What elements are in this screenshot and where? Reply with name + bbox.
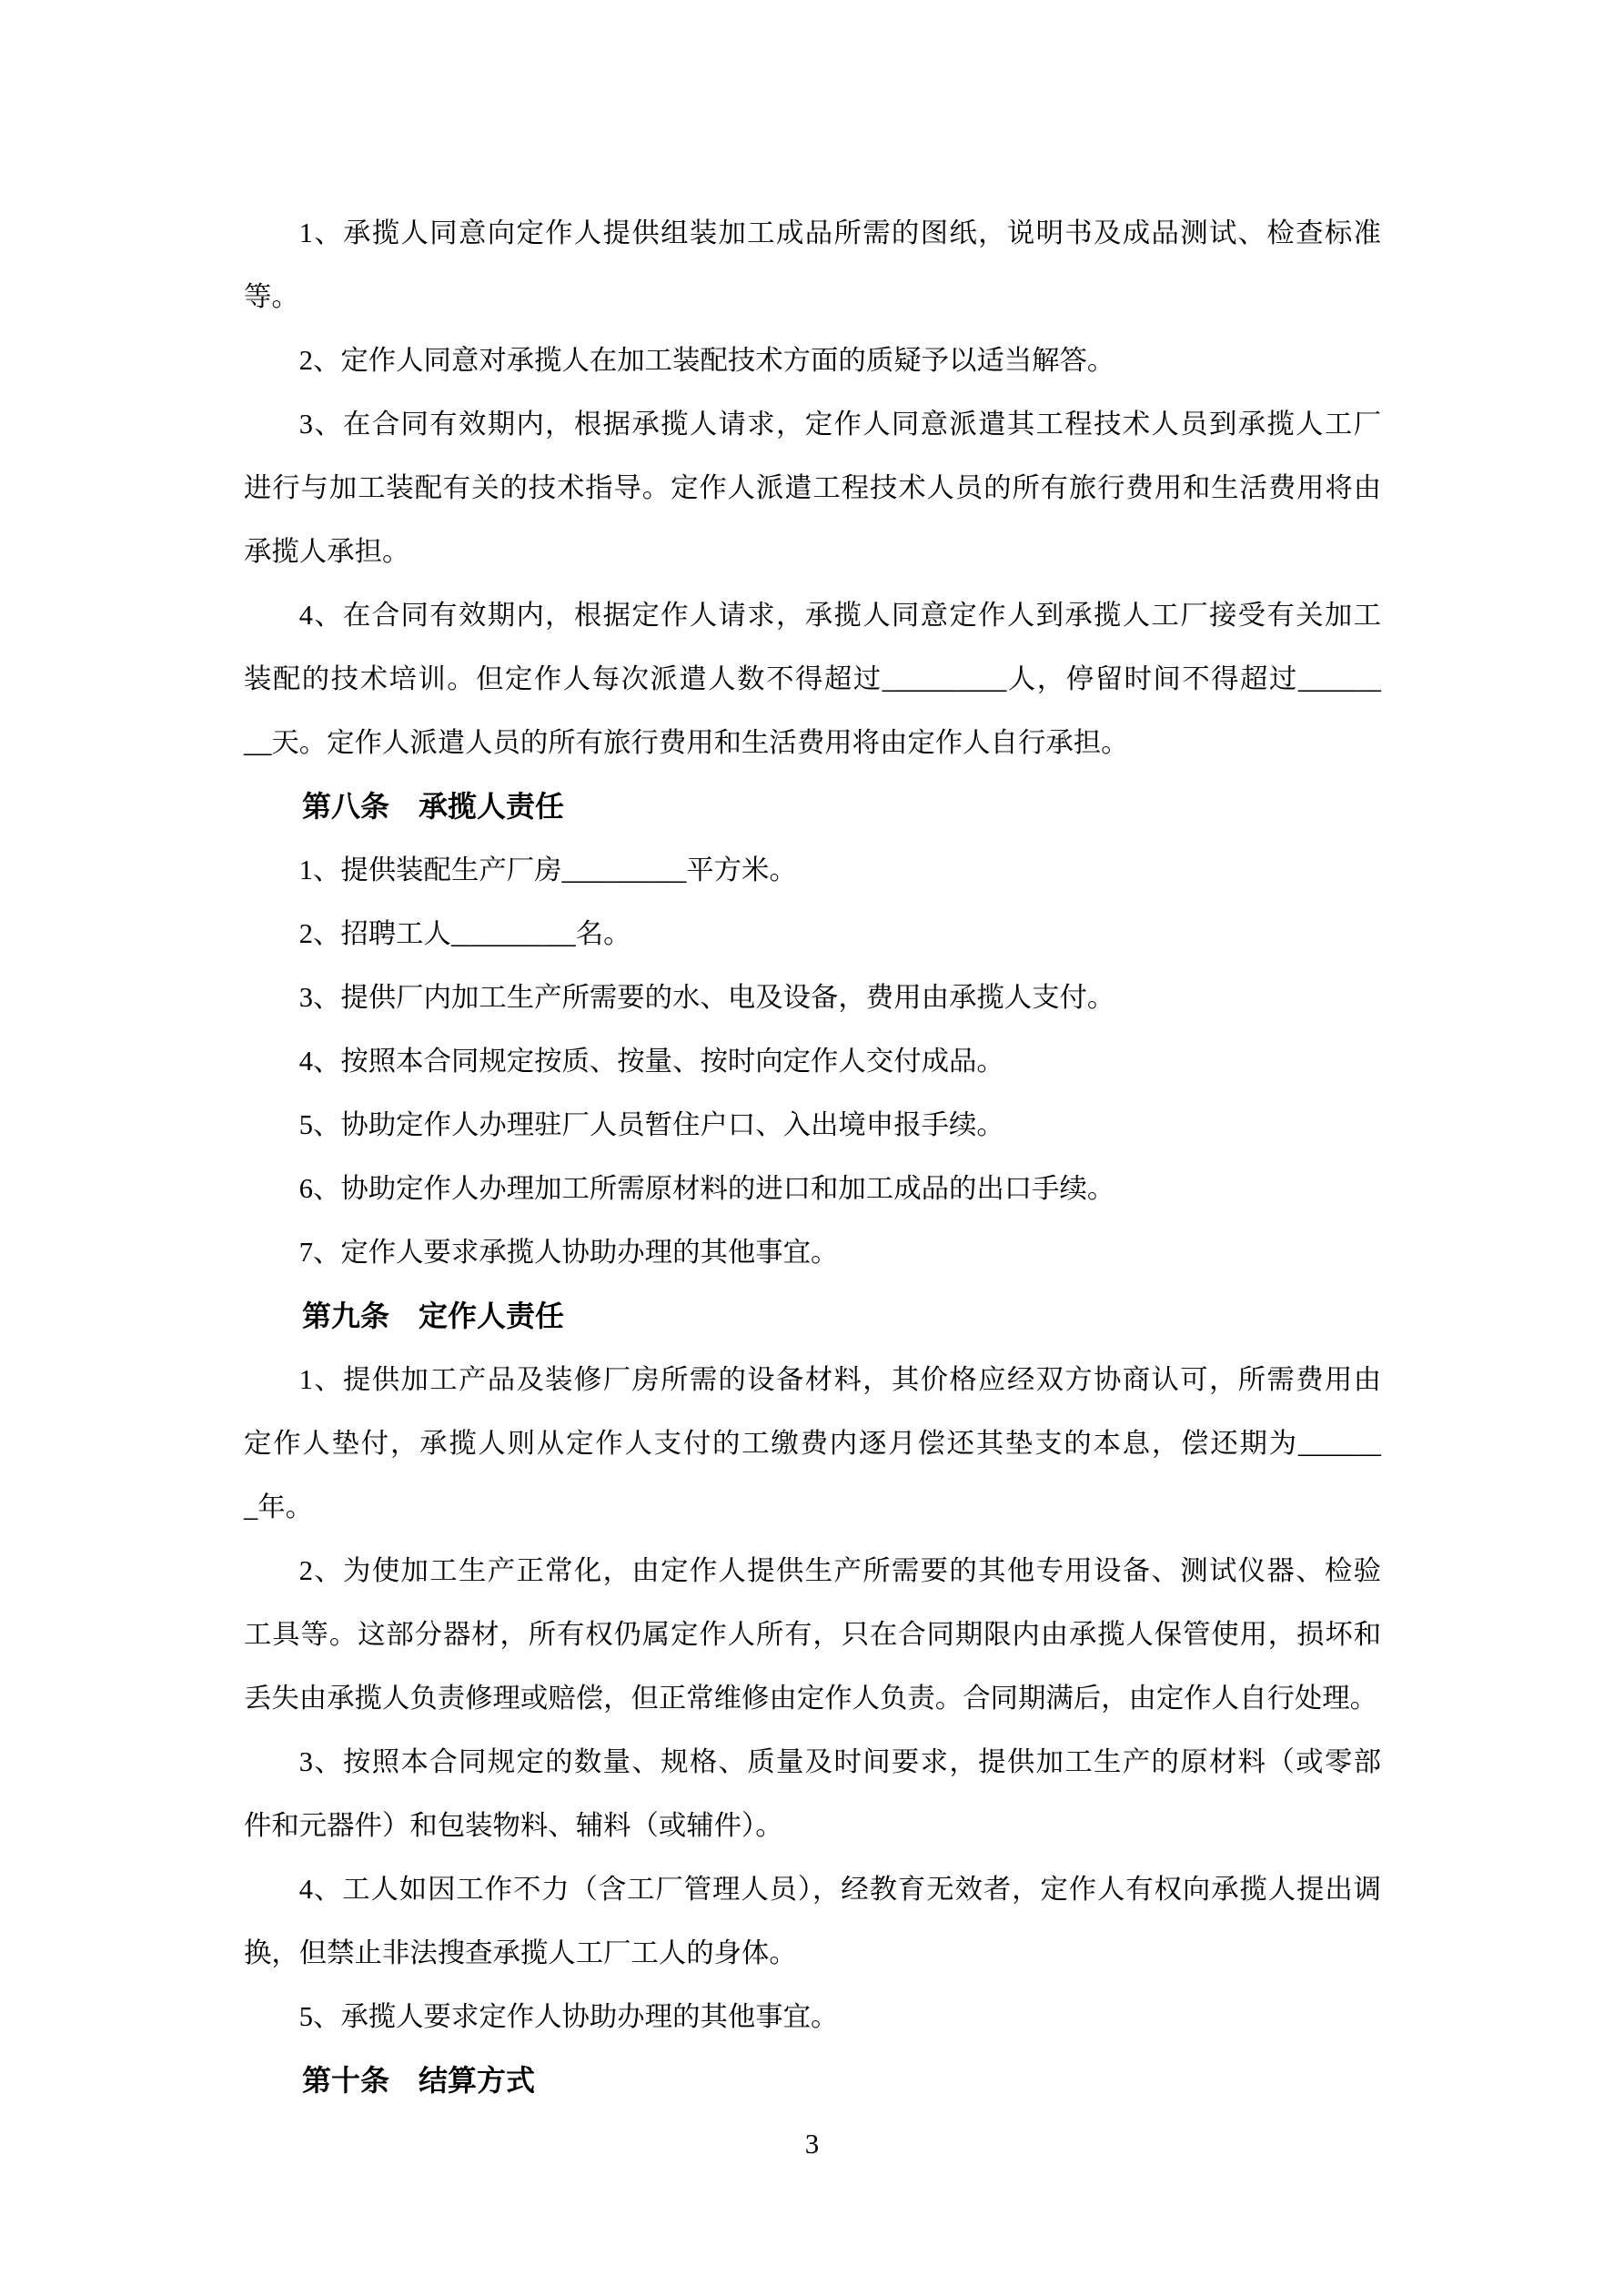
paragraph-line: 进行与加工装配有关的技术指导。定作人派遣工程技术人员的所有旅行费用和生活费用将由 (244, 472, 1381, 503)
section-heading: 第十条 结算方式 (302, 2064, 536, 2097)
paragraph-line: 丢失由承揽人负责修理或赔偿，但正常维修由定作人负责。合同期满后，由定作人自行处理。 (244, 1683, 1378, 1714)
paragraph-line: 2、为使加工生产正常化，由定作人提供生产所需要的其他专用设备、测试仪器、检验 (298, 1555, 1381, 1586)
section-heading: 第九条 定作人责任 (302, 1300, 565, 1332)
paragraph-line: 承揽人承担。 (244, 536, 410, 567)
paragraph-line: 5、承揽人要求定作人协助办理的其他事宜。 (298, 2001, 839, 2032)
paragraph-line: 2、招聘工人_________名。 (298, 918, 631, 949)
document-content (244, 201, 1381, 2112)
paragraph-line: 1、提供装配生产厂房_________平方米。 (298, 855, 797, 885)
paragraph-line: 3、在合同有效期内，根据承揽人请求，定作人同意派遣其工程技术人员到承揽人工厂 (298, 409, 1381, 440)
paragraph-line: _年。 (244, 1492, 313, 1522)
paragraph-line: 定作人垫付，承揽人则从定作人支付的工缴费内逐月偿还其垫支的本息，偿还期为______ (244, 1428, 1381, 1459)
paragraph-line: 4、工人如因工作不力（含工厂管理人员），经教育无效者，定作人有权向承揽人提出调 (298, 1874, 1381, 1905)
paragraph-line: 装配的技术培训。但定作人每次派遣人数不得超过_________人，停留时间不得超过______ (244, 663, 1381, 694)
paragraph-line: 工具等。这部分器材，所有权仍属定作人所有，只在合同期限内由承揽人保管使用，损坏和 (244, 1619, 1381, 1650)
paragraph-line: 换，但禁止非法搜查承揽人工厂工人的身体。 (244, 1937, 797, 1968)
paragraph-line: __天。定作人派遣人员的所有旅行费用和生活费用将由定作人自行承担。 (244, 727, 1129, 758)
page-number: 3 (804, 2128, 820, 2159)
section-heading: 第八条 承揽人责任 (302, 790, 565, 823)
paragraph-line: 1、承揽人同意向定作人提供组装加工成品所需的图纸，说明书及成品测试、检查标准 (298, 217, 1381, 248)
paragraph-line: 件和元器件）和包装物料、辅料（或辅件）。 (244, 1810, 783, 1841)
paragraph-line: 5、协助定作人办理驻厂人员暂住户口、入出境申报手续。 (298, 1109, 1004, 1140)
paragraph-line: 7、定作人要求承揽人协助办理的其他事宜。 (298, 1237, 839, 1268)
paragraph-line: 3、提供厂内加工生产所需要的水、电及设备，费用由承揽人支付。 (298, 982, 1115, 1013)
paragraph-line: 2、定作人同意对承揽人在加工装配技术方面的质疑予以适当解答。 (298, 345, 1115, 376)
paragraph-line: 等。 (244, 281, 299, 312)
paragraph-line: 6、协助定作人办理加工所需原材料的进口和加工成品的出口手续。 (298, 1173, 1115, 1204)
paragraph-line: 4、按照本合同规定按质、按量、按时向定作人交付成品。 (298, 1046, 1004, 1077)
paragraph-line: 3、按照本合同规定的数量、规格、质量及时间要求，提供加工生产的原材料（或零部 (298, 1746, 1381, 1777)
paragraph-line: 1、提供加工产品及装修厂房所需的设备材料，其价格应经双方协商认可，所需费用由 (298, 1364, 1381, 1395)
paragraph-line: 4、在合同有效期内，根据定作人请求，承揽人同意定作人到承揽人工厂接受有关加工 (298, 600, 1381, 631)
